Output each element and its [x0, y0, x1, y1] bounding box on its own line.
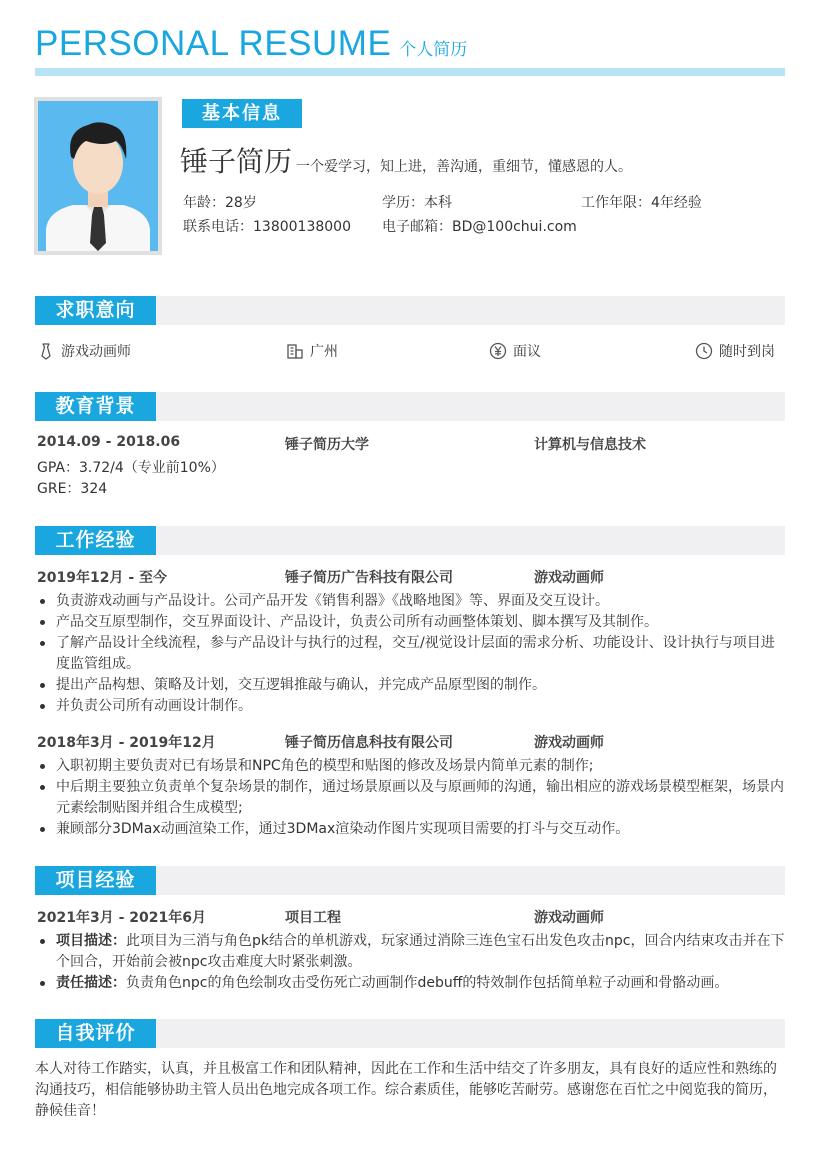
project-description-text: 此项目为三消与角色pk结合的单机游戏，玩家通过消除三连色宝石出发色攻击npc，回合内结束攻击并在下个回合，开始前会被npc攻击难度大时紧张刺激。	[56, 933, 785, 970]
list-item: 负责游戏动画与产品设计。公司产品开发《销售利器》《战略地图》等、界面及交互设计。	[37, 591, 787, 612]
education-major: 计算机与信息技术	[534, 437, 646, 453]
section-bar-intent	[35, 296, 785, 325]
list-item: 了解产品设计全线流程，参与产品设计与执行的过程，交互/视觉设计层面的需求分析、功能设计、设计执行与项目进度监管组成。	[37, 633, 787, 675]
list-item: 并负责公司所有动画设计制作。	[37, 696, 787, 717]
project-description	[37, 931, 787, 973]
intent-job	[37, 341, 131, 361]
intent-job-label: 游戏动画师	[61, 344, 131, 360]
job-1-duties	[37, 591, 787, 717]
intent-city-label: 广州	[310, 344, 338, 360]
job-2-duties	[37, 756, 787, 840]
section-tag-education: 教育背景	[35, 392, 156, 421]
info-age: 年龄：28岁	[183, 195, 257, 211]
project-duty-text: 负责角色npc的角色绘制攻击受伤死亡动画制作debuff的特效制作包括简单粒子动画和骨骼动画。	[126, 975, 729, 991]
list-item: 兼顾部分3DMax动画渲染工作，通过3DMax渲染动作图片实现项目需要的打斗与交互动作。	[37, 819, 787, 840]
avatar-illustration	[38, 101, 158, 251]
resume-header	[35, 24, 785, 64]
self-evaluation-text: 本人对待工作踏实，认真，并且极富工作和团队精神，因此在工作和生活中结交了许多朋友，具有良好的适应性和熟练的沟通技巧，相信能够协助主管人员出色地完成各项工作。综合素质佳，能够吃苦耐劳。感谢您在百忙之中阅览我的简历，静候佳音！	[35, 1061, 777, 1119]
info-phone: 联系电话：13800138000	[183, 219, 351, 235]
list-item: 提出产品构想、策略及计划，交互逻辑推敲与确认，并完成产品原型图的制作。	[37, 675, 787, 696]
job-2-role: 游戏动画师	[534, 735, 604, 751]
job-2-company: 锤子简历信息科技有限公司	[285, 735, 453, 751]
name-line	[180, 140, 780, 180]
job-2-period: 2018年3月 - 2019年12月	[37, 735, 216, 751]
section-tag-intent: 求职意向	[35, 296, 156, 325]
section-bar-self	[35, 1019, 785, 1048]
section-tag-basic-info: 基本信息	[182, 99, 302, 128]
title-chinese: 个人简历	[399, 40, 468, 60]
info-years: 工作年限：4年经验	[581, 195, 702, 211]
section-tag-project: 项目经验	[35, 866, 156, 895]
project-role: 游戏动画师	[534, 910, 604, 926]
avatar	[34, 97, 162, 255]
section-tag-self: 自我评价	[35, 1019, 156, 1048]
section-bar-work	[35, 526, 785, 555]
list-item: 产品交互原型制作，交互界面设计、产品设计，负责公司所有动画整体策划、脚本撰写及其制作。	[37, 612, 787, 633]
project-period: 2021年3月 - 2021年6月	[37, 910, 206, 926]
education-school: 锤子简历大学	[285, 437, 369, 453]
yen-icon	[489, 342, 507, 360]
building-icon	[286, 342, 304, 360]
tie-icon	[37, 342, 55, 360]
section-tag-work: 工作经验	[35, 526, 156, 555]
project-duty	[37, 973, 787, 994]
list-item: 入职初期主要负责对已有场景和NPC角色的模型和贴图的修改及场景内简单元素的制作;	[37, 756, 787, 777]
education-detail: GPA：3.72/4（专业前10%） GRE：324	[37, 460, 225, 497]
education-period: 2014.09 - 2018.06	[37, 434, 181, 450]
title-underline-bar	[35, 68, 785, 76]
section-bar-project	[35, 866, 785, 895]
job-1-company: 锤子简历广告科技有限公司	[285, 570, 453, 586]
person-name: 锤子简历	[180, 145, 293, 178]
section-bar-education	[35, 392, 785, 421]
clock-icon	[695, 342, 713, 360]
motto: 一个爱学习，知上进，善沟通，重细节，懂感恩的人。	[296, 159, 633, 175]
project-name: 项目工程	[285, 910, 341, 926]
intent-availability	[695, 341, 775, 361]
intent-city	[286, 341, 338, 361]
job-1-role: 游戏动画师	[534, 570, 604, 586]
info-education: 学历：本科	[382, 195, 452, 211]
list-item: 中后期主要独立负责单个复杂场景的制作，通过场景原画以及与原画师的沟通，输出相应的游戏场景模型框架，场景内元素绘制贴图并组合生成模型;	[37, 777, 787, 819]
title-english: PERSONAL RESUME	[35, 24, 392, 63]
info-email: 电子邮箱：BD@100chui.com	[382, 219, 577, 235]
job-1-period: 2019年12月 - 至今	[37, 570, 168, 586]
intent-salary-label: 面议	[513, 344, 541, 360]
intent-salary	[489, 341, 541, 361]
intent-availability-label: 随时到岗	[719, 344, 775, 360]
project-duty-label: 责任描述：	[56, 975, 126, 991]
project-details	[37, 931, 787, 994]
project-description-label: 项目描述：	[56, 933, 126, 949]
